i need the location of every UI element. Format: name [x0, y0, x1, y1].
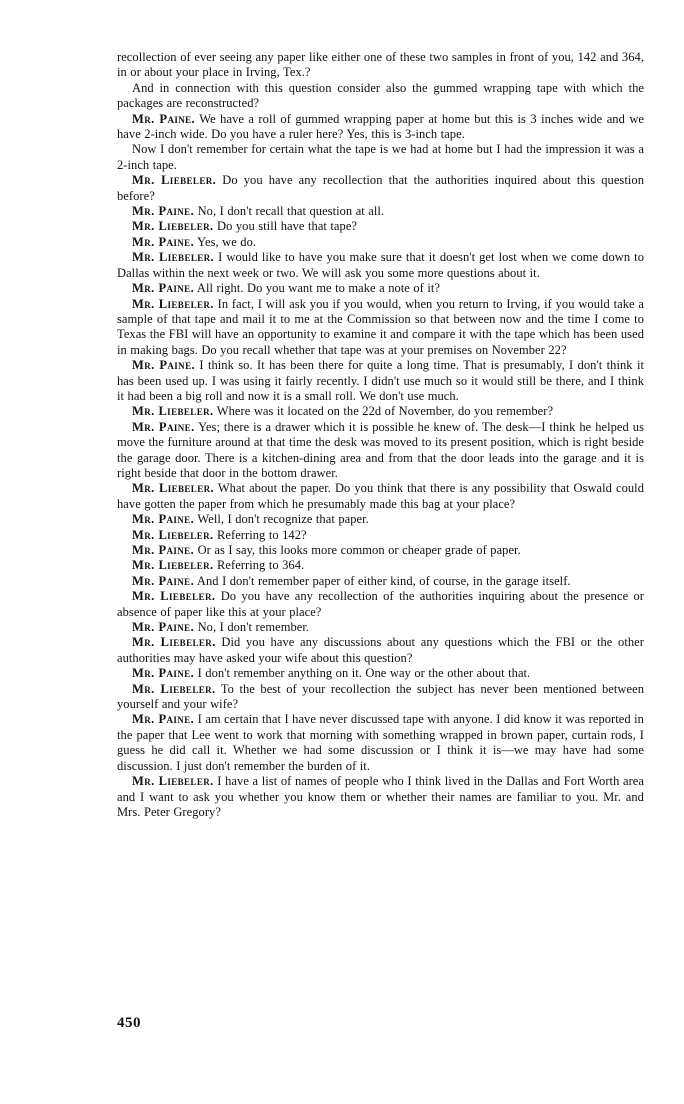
transcript-paragraph: [117, 235, 644, 250]
paragraph-text: Referring to 364.: [217, 558, 305, 573]
transcript-paragraph: [117, 420, 644, 482]
transcript-paragraph: [117, 774, 644, 820]
speaker-name: Mr. Paine.: [132, 281, 195, 296]
paragraph-text: Did you have any discussions about any questions which the FBI or the other authorities may have asked your wife about this question?: [117, 635, 644, 665]
paragraph-text: Yes; there is a drawer which it is possible he knew of. The desk—I think he helped us move the furniture around at that time the desk was moved to its present position, which is right beside the garage door. There is a kitchen-dining area and from that the door leads into the garage and it is right beside that door in the bottom drawer.: [117, 419, 644, 480]
paragraph-text: Where was it located on the 22d of November, do you remember?: [216, 404, 554, 419]
transcript-paragraph: [117, 173, 644, 204]
transcript-paragraph: [117, 712, 644, 774]
paragraph-text: Well, I don't recognize that paper.: [197, 512, 369, 527]
paragraph-text: I am certain that I have never discussed tape with anyone. I did know it was reported in the paper that Lee went to work that morning with something wrapped in brown paper, curtain rods, I guess he did call it. Whether we had some discussion or I think it is—we may have had some discussion. I just don't remember the burden of it.: [117, 712, 644, 773]
transcript-paragraph: [117, 543, 644, 558]
transcript-body: [117, 50, 644, 820]
speaker-name: Mr. Paine.: [132, 573, 195, 588]
transcript-paragraph: [117, 620, 644, 635]
transcript-paragraph: [117, 219, 644, 234]
speaker-name: Mr. Liebeler.: [132, 774, 214, 789]
paragraph-text: No, I don't remember.: [197, 620, 310, 635]
transcript-paragraph: [117, 142, 644, 173]
speaker-name: Mr. Paine.: [132, 543, 195, 557]
speaker-name: Mr. Paine.: [132, 234, 195, 249]
transcript-paragraph: [117, 250, 644, 281]
transcript-paragraph: [117, 204, 644, 219]
speaker-name: Mr. Paine.: [132, 620, 195, 635]
transcript-paragraph: [117, 574, 644, 589]
speaker-name: Mr. Paine.: [132, 111, 196, 126]
paragraph-text: All right. Do you want me to make a note of it?: [196, 281, 441, 296]
speaker-name: Mr. Liebeler.: [132, 250, 215, 265]
paragraph-text: recollection of ever seeing any paper like either one of these two samples in front of you, 142 and 364, in or about your place in Irving, Tex.?: [117, 50, 644, 80]
transcript-paragraph: [117, 112, 644, 143]
transcript-paragraph: [117, 404, 644, 419]
paragraph-text: We have a roll of gummed wrapping paper at home but this is 3 inches wide and we have 2-inch wide. Do you have a ruler here? Yes, this is 3-inch tape.: [117, 111, 645, 142]
transcript-paragraph: [117, 297, 644, 359]
paragraph-text: No, I don't recall that question at all.: [197, 204, 385, 219]
paragraph-text: Do you have any recollection of the authorities inquiring about the presence or absence of paper like this at your place?: [117, 589, 644, 619]
speaker-name: Mr. Paine.: [132, 666, 195, 681]
speaker-name: Mr. Liebeler.: [132, 481, 215, 496]
transcript-paragraph: [117, 281, 644, 296]
transcript-paragraph: [117, 558, 644, 573]
transcript-paragraph: [117, 528, 644, 543]
page-number: 450: [117, 1015, 141, 1031]
speaker-name: Mr. Liebeler.: [132, 589, 216, 604]
paragraph-text: I would like to have you make sure that it doesn't get lost when we come down to Dallas within the next week or two. We will ask you some more questions about it.: [117, 250, 644, 280]
speaker-name: Mr. Liebeler.: [132, 296, 214, 311]
paragraph-text: And I don't remember paper of either kind, of course, in the garage itself.: [196, 573, 571, 588]
paragraph-text: I think so. It has been there for quite a long time. That is presumably, I don't think it has been used up. I was using it fairly recently. I didn't use much so it would still be there, and I think it had been a big roll and now it is a small roll. We don't use much.: [117, 358, 644, 403]
speaker-name: Mr. Liebeler.: [132, 173, 217, 188]
transcript-paragraph: [117, 512, 644, 527]
paragraph-text: I have a list of names of people who I think lived in the Dallas and Fort Worth area and I want to ask you whether you know them or whether their names are familiar to you. Mr. and Mrs. Peter Gregory?: [117, 774, 644, 819]
paragraph-text: And in connection with this question consider also the gummed wrapping tape with which the packages are reconstructed?: [117, 80, 644, 111]
paragraph-text: Now I don't remember for certain what the tape is we had at home but I had the impression it was a 2-inch tape.: [117, 142, 644, 172]
speaker-name: Mr. Liebeler.: [132, 635, 216, 650]
speaker-name: Mr. Liebeler.: [132, 558, 214, 573]
speaker-name: Mr. Paine.: [132, 712, 195, 727]
transcript-paragraph: [117, 666, 644, 681]
speaker-name: Mr. Liebeler.: [132, 527, 214, 542]
paragraph-text: Do you still have that tape?: [217, 219, 358, 234]
transcript-page: [117, 50, 644, 820]
paragraph-text: Or as I say, this looks more common or cheaper grade of paper.: [197, 543, 521, 557]
transcript-paragraph: [117, 50, 644, 81]
speaker-name: Mr. Liebeler.: [132, 404, 214, 419]
transcript-paragraph: [117, 635, 644, 666]
speaker-name: Mr. Paine.: [132, 204, 195, 219]
paragraph-text: To the best of your recollection the subject has never been mentioned between yourself and your wife?: [117, 681, 644, 712]
speaker-name: Mr. Paine.: [132, 419, 195, 434]
transcript-paragraph: [117, 481, 644, 512]
paragraph-text: In fact, I will ask you if you would, when you return to Irving, if you would take a sample of that tape and mail it to me at the Commission so that between now and the time I come to Texas the FBI will have an opportunity to examine it and compare it with the tape which has been used in making bags. Do you recall whether that tape was at your premises on November 22?: [117, 296, 644, 357]
paragraph-text: What about the paper. Do you think that there is any possibility that Oswald could have gotten the paper from which he presumably made this bag at your place?: [117, 481, 644, 511]
transcript-paragraph: [117, 682, 644, 713]
speaker-name: Mr. Paine.: [132, 358, 195, 373]
transcript-paragraph: [117, 589, 644, 620]
speaker-name: Mr. Liebeler.: [132, 219, 214, 234]
paragraph-text: Referring to 142?: [217, 527, 307, 542]
speaker-name: Mr. Liebeler.: [132, 681, 216, 696]
paragraph-text: I don't remember anything on it. One way or the other about that.: [197, 666, 531, 681]
transcript-paragraph: [117, 358, 644, 404]
paragraph-text: Yes, we do.: [197, 234, 257, 249]
transcript-paragraph: [117, 81, 644, 112]
speaker-name: Mr. Paine.: [132, 512, 195, 527]
paragraph-text: Do you have any recollection that the authorities inquired about this question before?: [117, 173, 644, 203]
